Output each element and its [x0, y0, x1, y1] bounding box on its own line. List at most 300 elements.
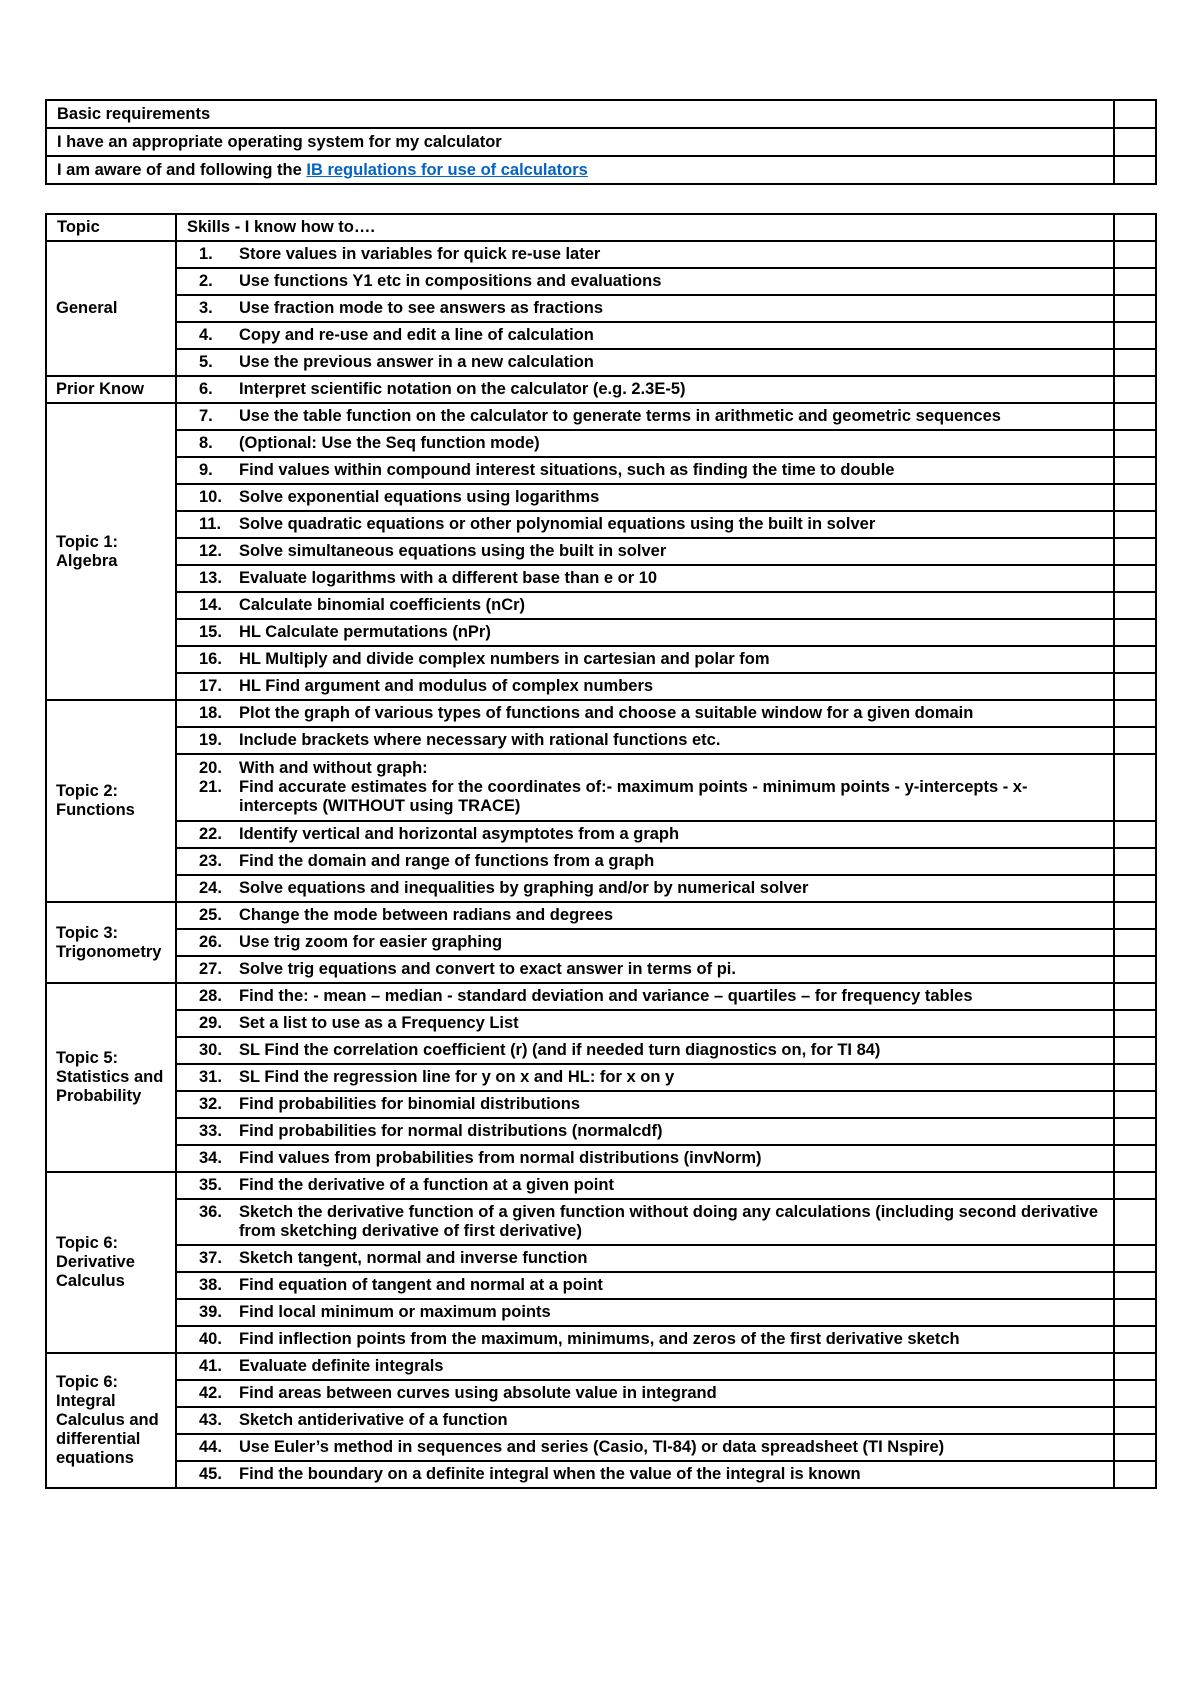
- skill-line: [187, 852, 1103, 871]
- topic-cell: [46, 403, 176, 700]
- checkbox-cell[interactable]: [1114, 700, 1156, 727]
- skill-cell: [176, 1064, 1114, 1091]
- checkbox-cell[interactable]: [1114, 376, 1156, 403]
- skill-text: Include brackets where necessary with rational functions etc.: [239, 731, 721, 749]
- checkbox-cell[interactable]: [1114, 754, 1156, 821]
- skill-line: [187, 1438, 1103, 1457]
- skill-text: Evaluate logarithms with a different base than e or 10: [239, 569, 658, 587]
- skill-text: Use fraction mode to see answers as fractions: [239, 299, 604, 317]
- skill-cell: [176, 754, 1114, 821]
- table-row: [46, 1353, 1156, 1380]
- skill-number: 34.: [199, 1149, 222, 1167]
- skill-cell: [176, 1172, 1114, 1199]
- skill-cell: [176, 322, 1114, 349]
- skill-cell: [176, 821, 1114, 848]
- skill-number: 29.: [199, 1014, 222, 1032]
- checkbox-cell[interactable]: [1114, 1272, 1156, 1299]
- checkbox-cell[interactable]: [1114, 349, 1156, 376]
- checkbox-cell[interactable]: [1114, 1118, 1156, 1145]
- checkbox-cell[interactable]: [1114, 295, 1156, 322]
- checkbox-cell[interactable]: [1114, 646, 1156, 673]
- skill-cell: [176, 983, 1114, 1010]
- table-row: [46, 673, 1156, 700]
- table-row: [46, 457, 1156, 484]
- skill-number: 8.: [199, 434, 213, 452]
- skill-line: [187, 879, 1103, 898]
- skill-number: 43.: [199, 1411, 222, 1429]
- skill-number: 26.: [199, 933, 222, 951]
- skill-line: [187, 488, 1103, 507]
- skill-number: 16.: [199, 650, 222, 668]
- skill-cell: [176, 619, 1114, 646]
- checkbox-cell[interactable]: [1114, 1299, 1156, 1326]
- skill-cell: [176, 700, 1114, 727]
- header-topic: Topic: [46, 214, 176, 241]
- skill-line: [187, 1041, 1103, 1060]
- skill-number: 31.: [199, 1068, 222, 1086]
- skill-text: Sketch tangent, normal and inverse function: [239, 1249, 588, 1267]
- skill-text: Store values in variables for quick re-use later: [239, 245, 601, 263]
- skill-text: Copy and re-use and edit a line of calculation: [239, 326, 594, 344]
- topic-cell: [46, 1353, 176, 1488]
- table-row: [46, 1037, 1156, 1064]
- checkbox-cell[interactable]: [1114, 727, 1156, 754]
- checkbox-cell[interactable]: [1114, 1434, 1156, 1461]
- table-row: [46, 241, 1156, 268]
- table-row: [46, 821, 1156, 848]
- skill-text: Plot the graph of various types of functions and choose a suitable window for a given domain: [239, 704, 974, 722]
- skill-text: Find accurate estimates for the coordinates of:- maximum points - minimum points - y-intercepts - x-intercepts (WITHOUT using TRACE): [239, 778, 1028, 815]
- basic-requirements-table: [45, 99, 1157, 185]
- skill-cell: [176, 1461, 1114, 1488]
- skill-number: 15.: [199, 623, 222, 641]
- skill-text: (Optional: Use the Seq function mode): [239, 434, 540, 452]
- skill-line: [187, 1357, 1103, 1376]
- skill-number: 44.: [199, 1438, 222, 1456]
- checkbox-cell[interactable]: [1114, 821, 1156, 848]
- skill-number: 40.: [199, 1330, 222, 1348]
- skill-cell: [176, 538, 1114, 565]
- topic-label: Probability: [56, 1087, 142, 1105]
- table-row: [46, 1145, 1156, 1172]
- table-row: [46, 1407, 1156, 1434]
- table-row: [46, 754, 1156, 821]
- table-row: [46, 100, 1156, 128]
- skill-line: [187, 1384, 1103, 1403]
- skill-cell: [176, 646, 1114, 673]
- skill-line: [187, 825, 1103, 844]
- checkbox-cell[interactable]: [1114, 619, 1156, 646]
- skill-cell: [176, 956, 1114, 983]
- skill-text: Solve simultaneous equations using the built in solver: [239, 542, 667, 560]
- table-row: [46, 1326, 1156, 1353]
- checkbox-cell[interactable]: [1114, 430, 1156, 457]
- skill-text: Solve quadratic equations or other polynomial equations using the built in solver: [239, 515, 876, 533]
- table-row: [46, 268, 1156, 295]
- skill-text: Solve exponential equations using logarithms: [239, 488, 600, 506]
- basic-requirements-heading: Basic requirements: [46, 100, 1114, 128]
- skill-number: 32.: [199, 1095, 222, 1113]
- table-row: [46, 1064, 1156, 1091]
- skill-text: Find inflection points from the maximum, minimums, and zeros of the first derivative sketch: [239, 1330, 960, 1348]
- skill-cell: [176, 295, 1114, 322]
- checkbox-cell[interactable]: [1114, 673, 1156, 700]
- table-row: [46, 1010, 1156, 1037]
- skill-text: Find the derivative of a function at a given point: [239, 1176, 614, 1194]
- skill-line: [187, 1303, 1103, 1322]
- table-row: [46, 592, 1156, 619]
- checkbox-cell[interactable]: [1114, 128, 1156, 156]
- skill-text: Find local minimum or maximum points: [239, 1303, 551, 1321]
- skill-text: Interpret scientific notation on the calculator (e.g. 2.3E-5): [239, 380, 686, 398]
- checkbox-cell[interactable]: [1114, 902, 1156, 929]
- checkbox-cell[interactable]: [1114, 268, 1156, 295]
- topic-label: Calculus: [56, 1272, 125, 1290]
- table-header-row: [46, 214, 1156, 241]
- skill-number: 36.: [199, 1203, 222, 1221]
- topic-label: equations: [56, 1449, 134, 1467]
- table-row: [46, 1299, 1156, 1326]
- skill-number: 35.: [199, 1176, 222, 1194]
- skill-line: [187, 677, 1103, 696]
- table-row: [46, 875, 1156, 902]
- skill-line: [187, 1330, 1103, 1349]
- skill-number: 39.: [199, 1303, 222, 1321]
- skill-line: [187, 353, 1103, 372]
- table-row: [46, 902, 1156, 929]
- checkbox-cell[interactable]: [1114, 565, 1156, 592]
- header-skills: Skills - I know how to….: [176, 214, 1114, 241]
- skill-cell: [176, 268, 1114, 295]
- skill-text: Identify vertical and horizontal asymptotes from a graph: [239, 825, 680, 843]
- skill-line: [187, 1014, 1103, 1033]
- skill-line: [187, 759, 1103, 778]
- table-row: [46, 1245, 1156, 1272]
- checkbox-cell[interactable]: [1114, 1172, 1156, 1199]
- skill-number: 24.: [199, 879, 222, 897]
- skill-number: 25.: [199, 906, 222, 924]
- topic-cell: [46, 902, 176, 983]
- skill-number: 23.: [199, 852, 222, 870]
- skill-number: 2.: [199, 272, 213, 290]
- table-row: [46, 646, 1156, 673]
- skill-text: Use trig zoom for easier graphing: [239, 933, 503, 951]
- skill-line: [187, 407, 1103, 426]
- topic-label: Trigonometry: [56, 942, 162, 961]
- skill-number: 37.: [199, 1249, 222, 1267]
- checkbox-cell[interactable]: [1114, 1380, 1156, 1407]
- skill-number: 6.: [199, 380, 213, 398]
- skill-cell: [176, 1299, 1114, 1326]
- skill-number: 38.: [199, 1276, 222, 1294]
- skill-cell: [176, 848, 1114, 875]
- skill-number: 18.: [199, 704, 222, 722]
- table-row: [46, 565, 1156, 592]
- table-row: [46, 403, 1156, 430]
- table-row: [46, 956, 1156, 983]
- skill-cell: [176, 565, 1114, 592]
- skill-cell: [176, 349, 1114, 376]
- topic-label: Topic 1:: [56, 532, 119, 551]
- table-row: [46, 484, 1156, 511]
- skill-number: 3.: [199, 299, 213, 317]
- skill-text: Find the boundary on a definite integral when the value of the integral is known: [239, 1465, 861, 1483]
- checkbox-cell[interactable]: [1114, 1353, 1156, 1380]
- topic-label: Topic 3:: [56, 923, 119, 942]
- checkbox-cell[interactable]: [1114, 1091, 1156, 1118]
- checkbox-cell[interactable]: [1114, 1145, 1156, 1172]
- table-row: [46, 1380, 1156, 1407]
- skill-cell: [176, 1118, 1114, 1145]
- skill-line: [187, 906, 1103, 925]
- skill-text: Sketch antiderivative of a function: [239, 1411, 508, 1429]
- table-row: [46, 430, 1156, 457]
- skill-number: 19.: [199, 731, 222, 749]
- skill-cell: [176, 1407, 1114, 1434]
- skill-line: [187, 960, 1103, 979]
- skill-number: 22.: [199, 825, 222, 843]
- skills-table: [45, 213, 1157, 1489]
- topic-label: Prior Know: [56, 380, 145, 398]
- skill-line: [187, 1249, 1103, 1268]
- table-row: [46, 1272, 1156, 1299]
- table-row: [46, 848, 1156, 875]
- skill-cell: [176, 1091, 1114, 1118]
- table-row: [46, 1118, 1156, 1145]
- skill-text: SL Find the regression line for y on x and HL: for x on y: [239, 1068, 675, 1086]
- skill-line: [187, 778, 1103, 816]
- skill-line: [187, 650, 1103, 669]
- skill-line: [187, 299, 1103, 318]
- skill-text: HL Multiply and divide complex numbers in cartesian and polar fom: [239, 650, 770, 668]
- skill-text: SL Find the correlation coefficient (r) (and if needed turn diagnostics on, for TI 84): [239, 1041, 881, 1059]
- skill-line: [187, 1411, 1103, 1430]
- topic-label: Integral: [56, 1392, 116, 1410]
- skill-number: 13.: [199, 569, 222, 587]
- table-row: [46, 929, 1156, 956]
- skill-number: 17.: [199, 677, 222, 695]
- table-row: [46, 700, 1156, 727]
- skill-cell: [176, 1326, 1114, 1353]
- skill-text: Use Euler’s method in sequences and series (Casio, TI-84) or data spreadsheet (TI Nspire): [239, 1438, 945, 1456]
- skill-number: 30.: [199, 1041, 222, 1059]
- skill-line: [187, 542, 1103, 561]
- checkbox-cell[interactable]: [1114, 538, 1156, 565]
- topic-label: Functions: [56, 801, 135, 819]
- skill-text: Calculate binomial coefficients (nCr): [239, 596, 526, 614]
- checkbox-cell[interactable]: [1114, 1407, 1156, 1434]
- checkbox-cell[interactable]: [1114, 1326, 1156, 1353]
- topic-label: Topic 5:: [56, 1049, 119, 1067]
- skill-line: [187, 1465, 1103, 1484]
- skill-text: Solve trig equations and convert to exact answer in terms of pi.: [239, 960, 736, 978]
- checkbox-cell[interactable]: [1114, 983, 1156, 1010]
- topic-cell: [46, 1172, 176, 1353]
- skill-number: 28.: [199, 987, 222, 1005]
- topic-cell: [46, 700, 176, 902]
- topic-label: Algebra: [56, 551, 118, 570]
- skill-cell: [176, 1245, 1114, 1272]
- checkbox-cell[interactable]: [1114, 1461, 1156, 1488]
- topic-label: differential: [56, 1430, 141, 1448]
- basic-requirement-item: I have an appropriate operating system for my calculator: [46, 128, 1114, 156]
- skill-cell: [176, 1145, 1114, 1172]
- skill-number: 4.: [199, 326, 213, 344]
- topic-label: Topic 6:: [56, 1373, 119, 1391]
- skill-cell: [176, 875, 1114, 902]
- topic-cell: [46, 983, 176, 1172]
- checkbox-cell[interactable]: [1114, 241, 1156, 268]
- skill-text: Set a list to use as a Frequency List: [239, 1014, 519, 1032]
- skill-line: [187, 933, 1103, 952]
- table-row: [46, 1199, 1156, 1245]
- skill-number: 9.: [199, 461, 213, 479]
- skill-line: [187, 1203, 1103, 1241]
- skill-text: Find probabilities for binomial distributions: [239, 1095, 580, 1113]
- skill-line: [187, 1149, 1103, 1168]
- checkbox-cell[interactable]: [1114, 100, 1156, 128]
- skill-number: 5.: [199, 353, 213, 371]
- skill-cell: [176, 592, 1114, 619]
- skill-number: 1.: [199, 245, 213, 263]
- skill-number: 11.: [199, 515, 222, 533]
- skill-cell: [176, 241, 1114, 268]
- table-row: [46, 1434, 1156, 1461]
- table-row: [46, 1461, 1156, 1488]
- skill-number: 21.: [199, 778, 222, 796]
- table-row: [46, 128, 1156, 156]
- skill-line: [187, 1276, 1103, 1295]
- skill-text: Find values within compound interest situations, such as finding the time to double: [239, 461, 895, 479]
- skill-line: [187, 461, 1103, 480]
- table-row: [46, 511, 1156, 538]
- skill-text: Find values from probabilities from normal distributions (invNorm): [239, 1149, 762, 1167]
- skill-text: Change the mode between radians and degrees: [239, 906, 614, 924]
- skill-line: [187, 623, 1103, 642]
- topic-label: Derivative: [56, 1253, 135, 1271]
- skill-line: [187, 515, 1103, 534]
- skill-number: 12.: [199, 542, 222, 560]
- skill-text: Find the: - mean – median - standard deviation and variance – quartiles – for frequency tables: [239, 987, 973, 1005]
- skill-cell: [176, 1434, 1114, 1461]
- table-row: [46, 156, 1156, 184]
- skill-line: [187, 245, 1103, 264]
- skill-line: [187, 1068, 1103, 1087]
- table-row: [46, 619, 1156, 646]
- checkbox-cell[interactable]: [1114, 956, 1156, 983]
- skill-line: [187, 434, 1103, 453]
- skill-cell: [176, 430, 1114, 457]
- skill-cell: [176, 484, 1114, 511]
- checkbox-cell[interactable]: [1114, 214, 1156, 241]
- checkbox-cell[interactable]: [1114, 1010, 1156, 1037]
- skill-cell: [176, 673, 1114, 700]
- skill-number: 45.: [199, 1465, 222, 1483]
- topic-cell: [46, 241, 176, 376]
- table-row: [46, 322, 1156, 349]
- skill-text: Find the domain and range of functions from a graph: [239, 852, 655, 870]
- skill-number: 20.: [199, 759, 222, 777]
- checkbox-cell[interactable]: [1114, 592, 1156, 619]
- checkbox-cell[interactable]: [1114, 156, 1156, 184]
- checkbox-cell[interactable]: [1114, 511, 1156, 538]
- skill-line: [187, 1122, 1103, 1141]
- skill-line: [187, 987, 1103, 1006]
- skill-line: [187, 1095, 1103, 1114]
- skill-text: With and without graph:: [239, 759, 428, 777]
- skill-number: 10.: [199, 488, 222, 506]
- skill-line: [187, 704, 1103, 723]
- checkbox-cell[interactable]: [1114, 875, 1156, 902]
- skill-text: Solve equations and inequalities by graphing and/or by numerical solver: [239, 879, 809, 897]
- skill-cell: [176, 1199, 1114, 1245]
- checkbox-cell[interactable]: [1114, 1245, 1156, 1272]
- skill-cell: [176, 403, 1114, 430]
- checkbox-cell[interactable]: [1114, 457, 1156, 484]
- skill-line: [187, 272, 1103, 291]
- checkbox-cell[interactable]: [1114, 1199, 1156, 1245]
- checkbox-cell[interactable]: [1114, 484, 1156, 511]
- table-row: [46, 376, 1156, 403]
- skill-number: 14.: [199, 596, 222, 614]
- checkbox-cell[interactable]: [1114, 403, 1156, 430]
- checkbox-cell[interactable]: [1114, 848, 1156, 875]
- skill-cell: [176, 929, 1114, 956]
- table-row: [46, 1172, 1156, 1199]
- skill-cell: [176, 1353, 1114, 1380]
- topic-label: Topic 6:: [56, 1234, 119, 1252]
- skill-text: Use the previous answer in a new calculation: [239, 353, 594, 371]
- skill-text: Use the table function on the calculator to generate terms in arithmetic and geometric sequences: [239, 407, 1001, 425]
- table-row: [46, 727, 1156, 754]
- skill-number: 42.: [199, 1384, 222, 1402]
- checkbox-cell[interactable]: [1114, 322, 1156, 349]
- skill-text: Evaluate definite integrals: [239, 1357, 444, 1375]
- checkbox-cell[interactable]: [1114, 1064, 1156, 1091]
- skill-line: [187, 380, 1103, 399]
- skill-cell: [176, 1010, 1114, 1037]
- table-row: [46, 538, 1156, 565]
- topic-label: Topic 2:: [56, 782, 119, 800]
- skill-text: HL Calculate permutations (nPr): [239, 623, 491, 641]
- skill-line: [187, 731, 1103, 750]
- table-row: [46, 295, 1156, 322]
- skill-line: [187, 1176, 1103, 1195]
- topic-label: Statistics and: [56, 1068, 164, 1086]
- basic-requirement-item: [46, 156, 1114, 184]
- skill-cell: [176, 511, 1114, 538]
- skill-cell: [176, 457, 1114, 484]
- table-row: [46, 1091, 1156, 1118]
- skill-number: 41.: [199, 1357, 222, 1375]
- topic-cell: [46, 376, 176, 403]
- skill-number: 7.: [199, 407, 213, 425]
- basic-requirement-text: I am aware of and following the: [57, 160, 307, 179]
- skill-text: Find equation of tangent and normal at a point: [239, 1276, 603, 1294]
- skill-cell: [176, 376, 1114, 403]
- skill-cell: [176, 1272, 1114, 1299]
- skill-text: Sketch the derivative function of a given function without doing any calculations (including second derivative from sketching derivative of first derivative): [239, 1203, 1099, 1240]
- skill-text: HL Find argument and modulus of complex numbers: [239, 677, 654, 695]
- skill-number: 33.: [199, 1122, 222, 1140]
- topic-label: General: [56, 299, 118, 317]
- checkbox-cell[interactable]: [1114, 929, 1156, 956]
- ib-regulations-link[interactable]: IB regulations for use of calculators: [306, 160, 588, 179]
- checkbox-cell[interactable]: [1114, 1037, 1156, 1064]
- topic-label: Calculus and: [56, 1411, 159, 1429]
- skill-text: Use functions Y1 etc in compositions and evaluations: [239, 272, 662, 290]
- skill-text: Find probabilities for normal distributions (normalcdf): [239, 1122, 663, 1140]
